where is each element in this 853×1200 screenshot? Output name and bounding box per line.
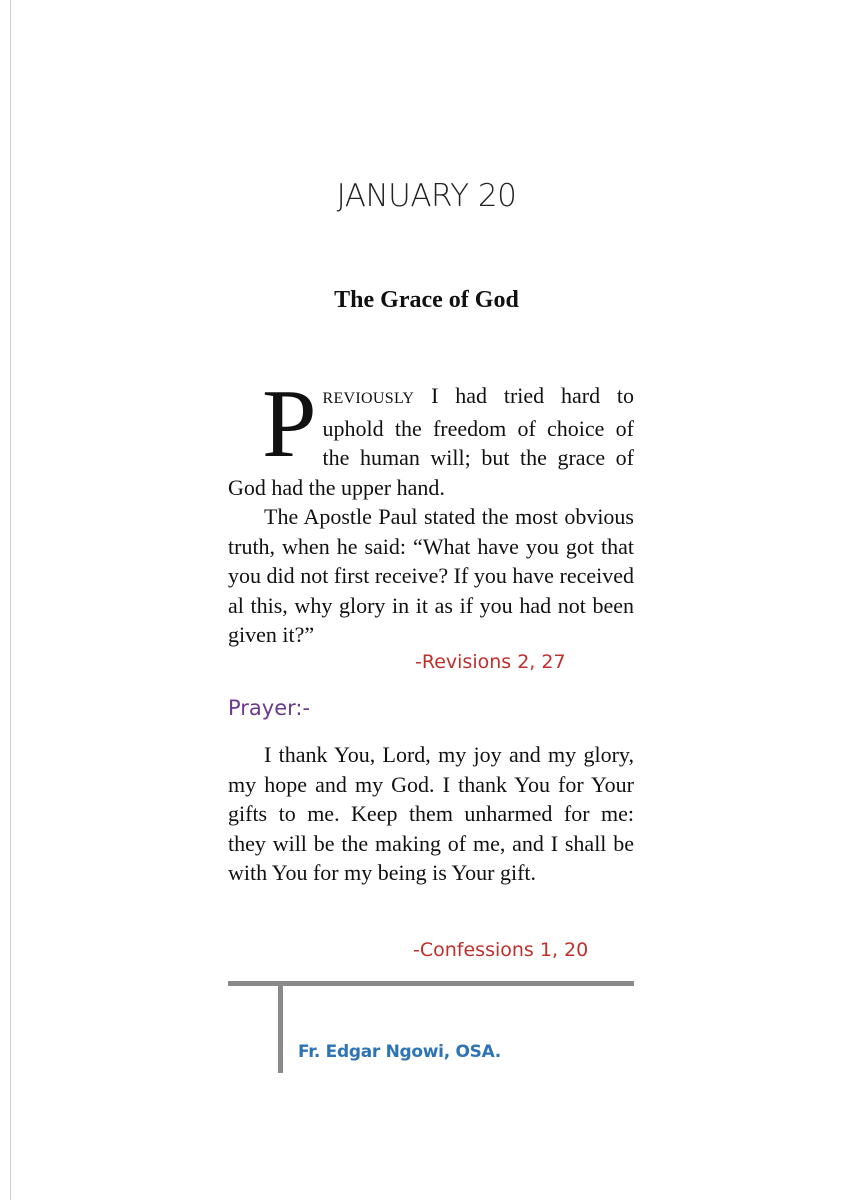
author-signature: Fr. Edgar Ngowi, OSA. — [298, 1042, 501, 1062]
author-rule-horizontal — [228, 981, 634, 986]
author-rule-vertical — [278, 981, 283, 1073]
prayer-body — [228, 740, 634, 888]
drop-cap: P — [262, 370, 317, 478]
lead-smallcaps: REVIOUSLY — [322, 390, 415, 407]
reading-body — [228, 370, 634, 650]
reading-paragraph-1 — [228, 370, 634, 502]
prayer-citation: -Confessions 1, 20 — [413, 939, 589, 961]
reading-citation: -Revisions 2, 27 — [415, 651, 566, 673]
reading-paragraph-1-text: I had tried hard to uphold the freedom of choice of the human will; but the grace of God had the upper hand. — [228, 383, 634, 500]
prayer-label: Prayer:- — [228, 696, 311, 720]
reading-paragraph-2: The Apostle Paul stated the most obvious truth, when he said: “What have you got that you did not first receive? If you have received al this, why glory in it as if you had not been given it?” — [228, 504, 634, 647]
reading-title: The Grace of God — [334, 287, 519, 313]
date-heading: JANUARY 20 — [336, 178, 517, 214]
prayer-paragraph: I thank You, Lord, my joy and my glory, my hope and my God. I thank You for Your gifts to me. Keep them unharmed for me: they will be the making of me, and I shall be with You for my being is Your gift. — [228, 742, 634, 885]
